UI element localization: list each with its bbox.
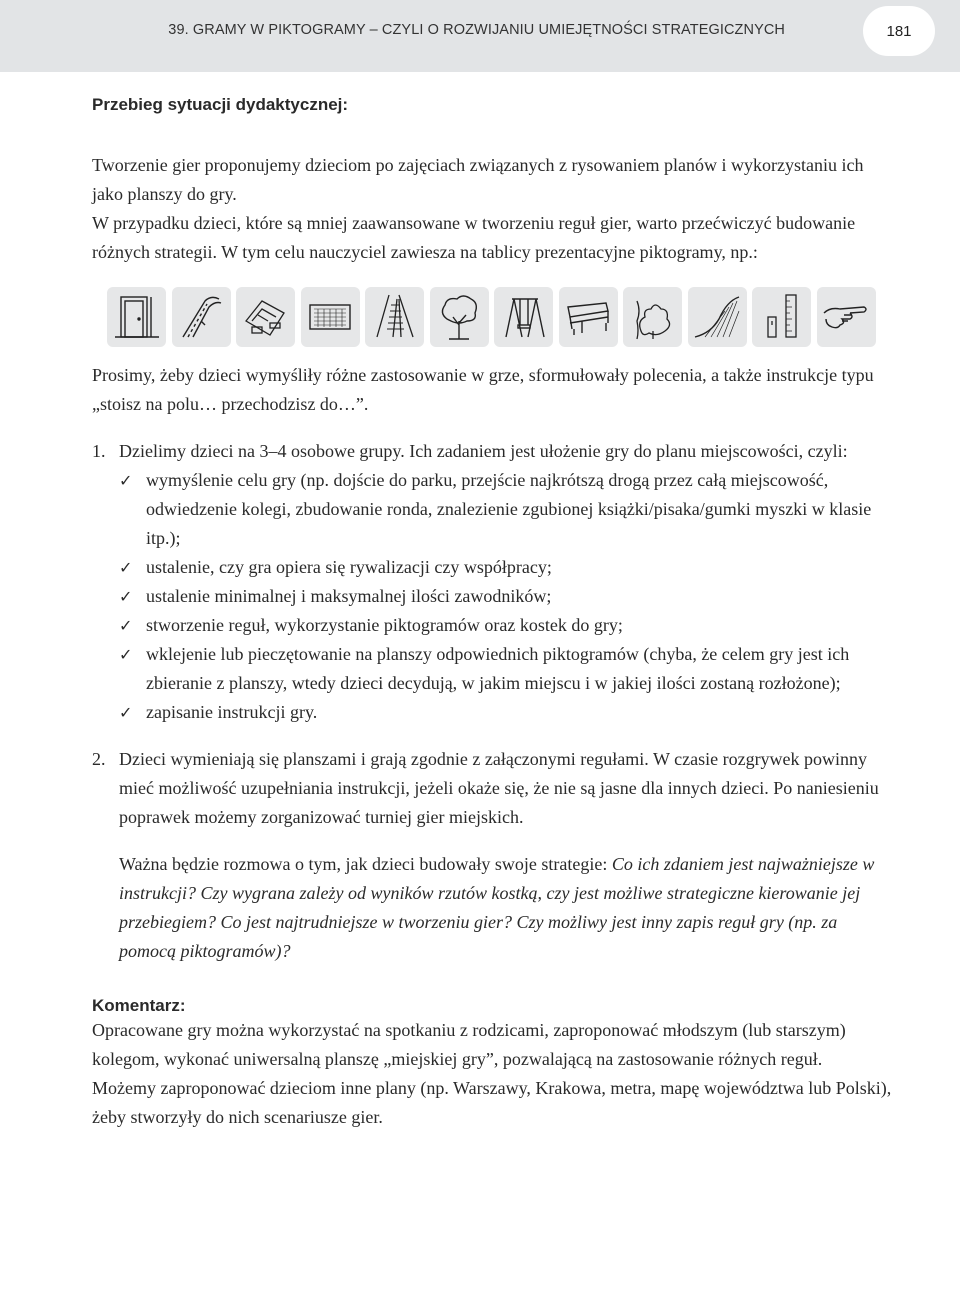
steps-list: [92, 437, 892, 966]
page-number: 181: [863, 6, 935, 56]
bush-icon: [623, 287, 682, 347]
step-text: Dzieci wymieniają się planszami i grają zgodnie z załączonymi regułami. W czasie rozgrywek powinny mieć możliwość uzupełniania instrukcji, jeżeli okaże się, że nie są jasne dla innych dzieci. Po naniesieniu poprawek możemy zorganizować turniej gier miejskich.: [119, 749, 879, 827]
step-item-1: [92, 437, 892, 727]
checkmark-icon: ✓: [119, 558, 133, 577]
checkmark-icon: ✓: [119, 703, 133, 722]
page-content: [92, 95, 892, 1132]
instruction-paragraph: Prosimy, żeby dzieci wymyśliły różne zastosowanie w grze, sformułowały polecenia, a także instrukcje typu „stoisz na polu… przechodzisz do…”.: [92, 365, 874, 414]
road-icon: [172, 287, 231, 347]
page-header: [0, 0, 960, 72]
buildings-icon: [236, 287, 295, 347]
check-item: [119, 553, 892, 582]
swing-icon: [494, 287, 553, 347]
check-text: zapisanie instrukcji gry.: [146, 702, 318, 722]
check-text: stworzenie reguł, wykorzystanie piktogramów oraz kostek do gry;: [146, 615, 623, 635]
checkmark-icon: ✓: [119, 616, 133, 635]
discussion-paragraph: [119, 850, 892, 966]
running-title: 39. GRAMY W PIKTOGRAMY – CZYLI O ROZWIJANIU UMIEJĘTNOŚCI STRATEGICZNYCH: [168, 22, 785, 38]
checkmark-icon: ✓: [119, 471, 133, 490]
discussion-questions: Co ich zdaniem jest najważniejsze w instrukcji? Czy wygrana zależy od wyników rzutów kostką, czy jest możliwe strategiczne kierowanie jej przebiegiem? Co jest najtrudniejsze w tworzeniu gier? Czy możliwy jest inny zapis reguł gry (np. za pomocą piktogramów)?: [119, 854, 875, 961]
goal-icon: [301, 287, 360, 347]
check-item: [119, 611, 892, 640]
check-item: [119, 582, 892, 611]
check-text: ustalenie minimalnej i maksymalnej ilości zawodników;: [146, 586, 552, 606]
step-number: 1.: [92, 441, 106, 461]
check-item: [119, 466, 892, 553]
check-text: ustalenie, czy gra opiera się rywalizacji czy współpracy;: [146, 557, 552, 577]
check-item: [119, 698, 892, 727]
discussion-lead: Ważna będzie rozmowa o tym, jak dzieci budowały swoje strategie:: [119, 854, 612, 874]
step-item-2: [92, 745, 892, 966]
step-number: 2.: [92, 749, 106, 769]
pointing-hand-icon: [817, 287, 876, 347]
step-text: Dzielimy dzieci na 3–4 osobowe grupy. Ich zadaniem jest ułożenie gry do planu miejscowości, czyli:: [119, 441, 848, 461]
check-item: [119, 640, 892, 698]
intro-paragraph-2: W przypadku dzieci, które są mniej zaawansowane w tworzeniu reguł gier, warto przećwiczyć budowanie różnych strategii. W tym celu nauczyciel zawiesza na tablicy prezentacyjne piktogramy, np.:: [92, 213, 856, 262]
railway-icon: [365, 287, 424, 347]
check-text: wymyślenie celu gry (np. dojście do parku, przejście najkrótszą drogą przez całą miejscowość, odwiedzenie kolegi, zbudowanie ronda, znalezienie zgubionej książki/pisaka/gumki myszki w klasie itp.);: [146, 470, 872, 548]
pictogram-row: [107, 287, 892, 349]
ruler-icon: [752, 287, 811, 347]
door-icon: [107, 287, 166, 347]
checklist: [119, 466, 892, 727]
comment-paragraph-2: Możemy zaproponować dzieciom inne plany (np. Warszawy, Krakowa, metra, mapę województwa lub Polski), żeby stworzyły do nich scenariusze gier.: [92, 1078, 892, 1127]
tree-icon: [430, 287, 489, 347]
comment-title: Komentarz:: [92, 996, 186, 1015]
bench-icon: [559, 287, 618, 347]
checkmark-icon: ✓: [119, 645, 133, 664]
checkmark-icon: ✓: [119, 587, 133, 606]
intro-paragraph-1: Tworzenie gier proponujemy dzieciom po zajęciach związanych z rysowaniem planów i wykorzystaniu ich jako planszy do gry.: [92, 155, 864, 204]
hill-icon: [688, 287, 747, 347]
section-title: Przebieg sytuacji dydaktycznej:: [92, 95, 349, 114]
comment-paragraph-1: Opracowane gry można wykorzystać na spotkaniu z rodzicami, zaproponować młodszym (lub starszym) kolegom, wykonać uniwersalną planszę „miejskiej gry”, pozwalającą na zastosowanie różnych reguł.: [92, 1020, 846, 1069]
check-text: wklejenie lub pieczętowanie na planszy odpowiednich piktogramów (chyba, że celem gry jest ich zbieranie z planszy, wtedy dzieci decydują, w jakim miejscu i w jakiej ilości zostaną rozłożone);: [146, 644, 850, 693]
